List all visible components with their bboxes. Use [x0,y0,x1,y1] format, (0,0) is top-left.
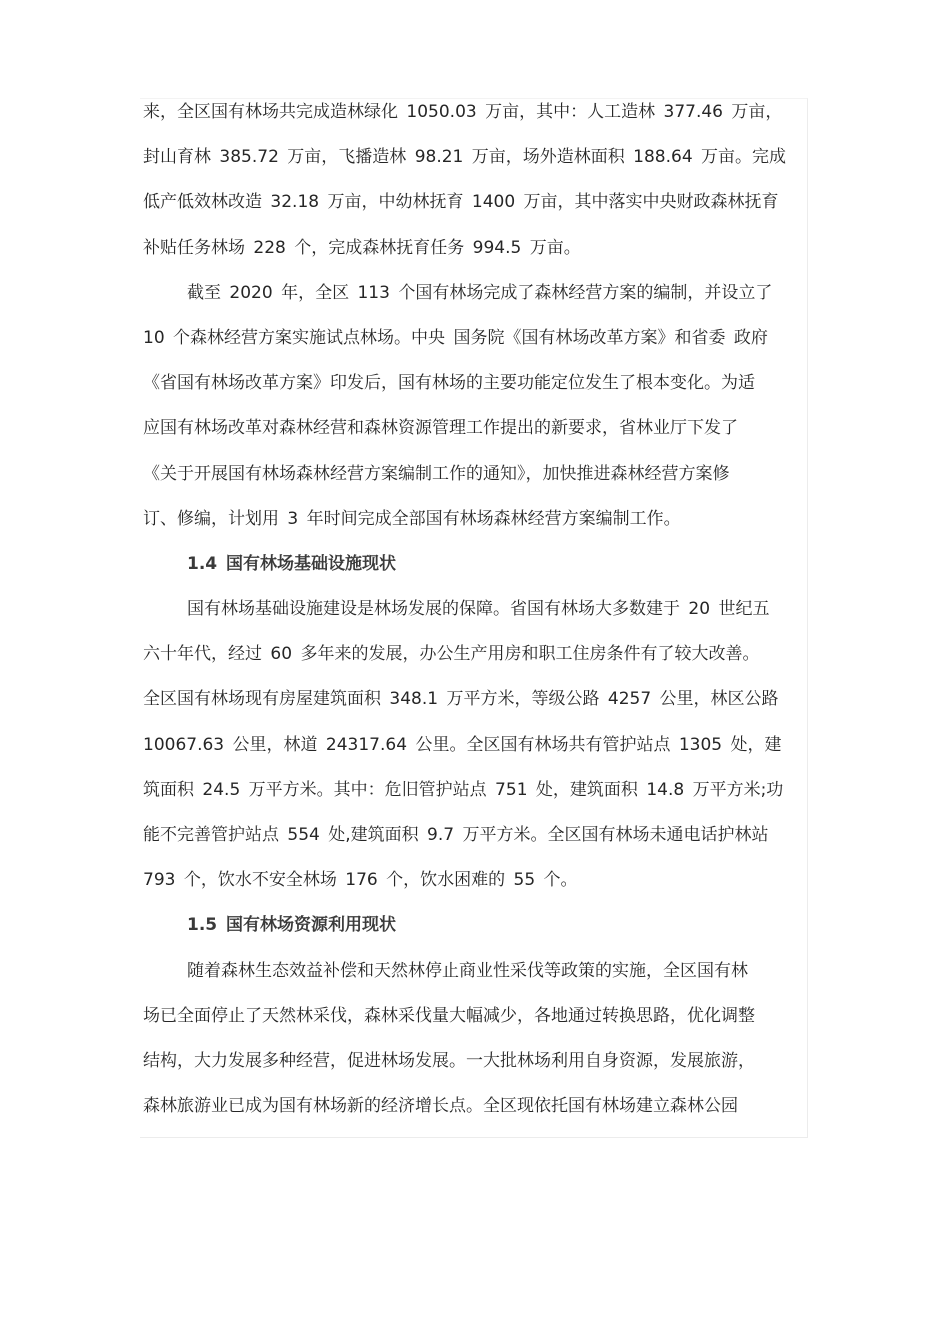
paragraph-line: 《关于开展国有林场森林经营方案编制工作的通知》，加快推进森林经营方案修 [143,463,730,484]
paragraph-line: 应国有林场改革对森林经营和森林资源管理工作提出的新要求，省林业厅下发了 [143,418,738,439]
paragraph-line: 来，全区国有林场共完成造林绿化 1050.03 万亩，其中：人工造林 377.46 万亩， [143,102,783,122]
paragraph-line: 低产低效林改造 32.18 万亩，中幼林抚育 1400 万亩，其中落实中央财政森林抚育 [143,192,779,213]
paragraph-line: 能不完善管护站点 554 处,建筑面积 9.7 万平方米。全区国有林场未通电话护林站 [143,825,769,845]
paragraph-line: 793 个，饮水不安全林场 176 个，饮水困难的 55 个。 [143,870,578,891]
paragraph-line: 全区国有林场现有房屋建筑面积 348.1 万平方米，等级公路 4257 公里，林区公路 [143,689,779,710]
section-heading-1-4: 1.4 国有林场基础设施现状 [187,553,397,574]
paragraph-line: 结构，大力发展多种经营，促进林场发展。一大批林场利用自身资源，发展旅游， [143,1050,755,1071]
paragraph-line: 订、修编，计划用 3 年时间完成全部国有林场森林经营方案编制工作。 [143,508,681,529]
paragraph-line: 六十年代，经过 60 多年来的发展，办公生产用房和职工住房条件有了较大改善。 [143,644,760,665]
paragraph-line: 筑面积 24.5 万平方米。其中：危旧管护站点 751 处，建筑面积 14.8 万平方米;功 [143,779,784,800]
section-heading-1-5: 1.5 国有林场资源利用现状 [187,915,397,936]
paragraph-line: 《省国有林场改革方案》印发后，国有林场的主要功能定位发生了根本变化。为适 [143,373,755,394]
paragraph-line: 场已全面停止了天然林采伐，森林采伐量大幅减少，各地通过转换思路，优化调整 [143,1005,755,1026]
paragraph-line: 截至 2020 年，全区 113 个国有林场完成了森林经营方案的编制，并设立了 [187,282,773,303]
paragraph-line: 森林旅游业已成为国有林场新的经济增长点。全区现依托国有林场建立森林公园 [143,1096,738,1117]
paragraph-line: 随着森林生态效益补偿和天然林停止商业性采伐等政策的实施，全区国有林 [187,960,748,981]
document-body [143,90,807,1129]
paragraph-line: 补贴任务林场 228 个，完成森林抚育任务 994.5 万亩。 [143,237,581,258]
paragraph-line: 封山育林 385.72 万亩，飞播造林 98.21 万亩，场外造林面积 188.64 万亩。完成 [143,147,787,168]
paragraph-line: 10 个森林经营方案实施试点林场。中央 国务院《国有林场改革方案》和省委 政府 [143,327,768,348]
paragraph-line: 10067.63 公里，林道 24317.64 公里。全区国有林场共有管护站点 1305 处，建 [143,734,782,755]
paragraph-line: 国有林场基础设施建设是林场发展的保障。省国有林场大多数建于 20 世纪五 [187,599,770,620]
